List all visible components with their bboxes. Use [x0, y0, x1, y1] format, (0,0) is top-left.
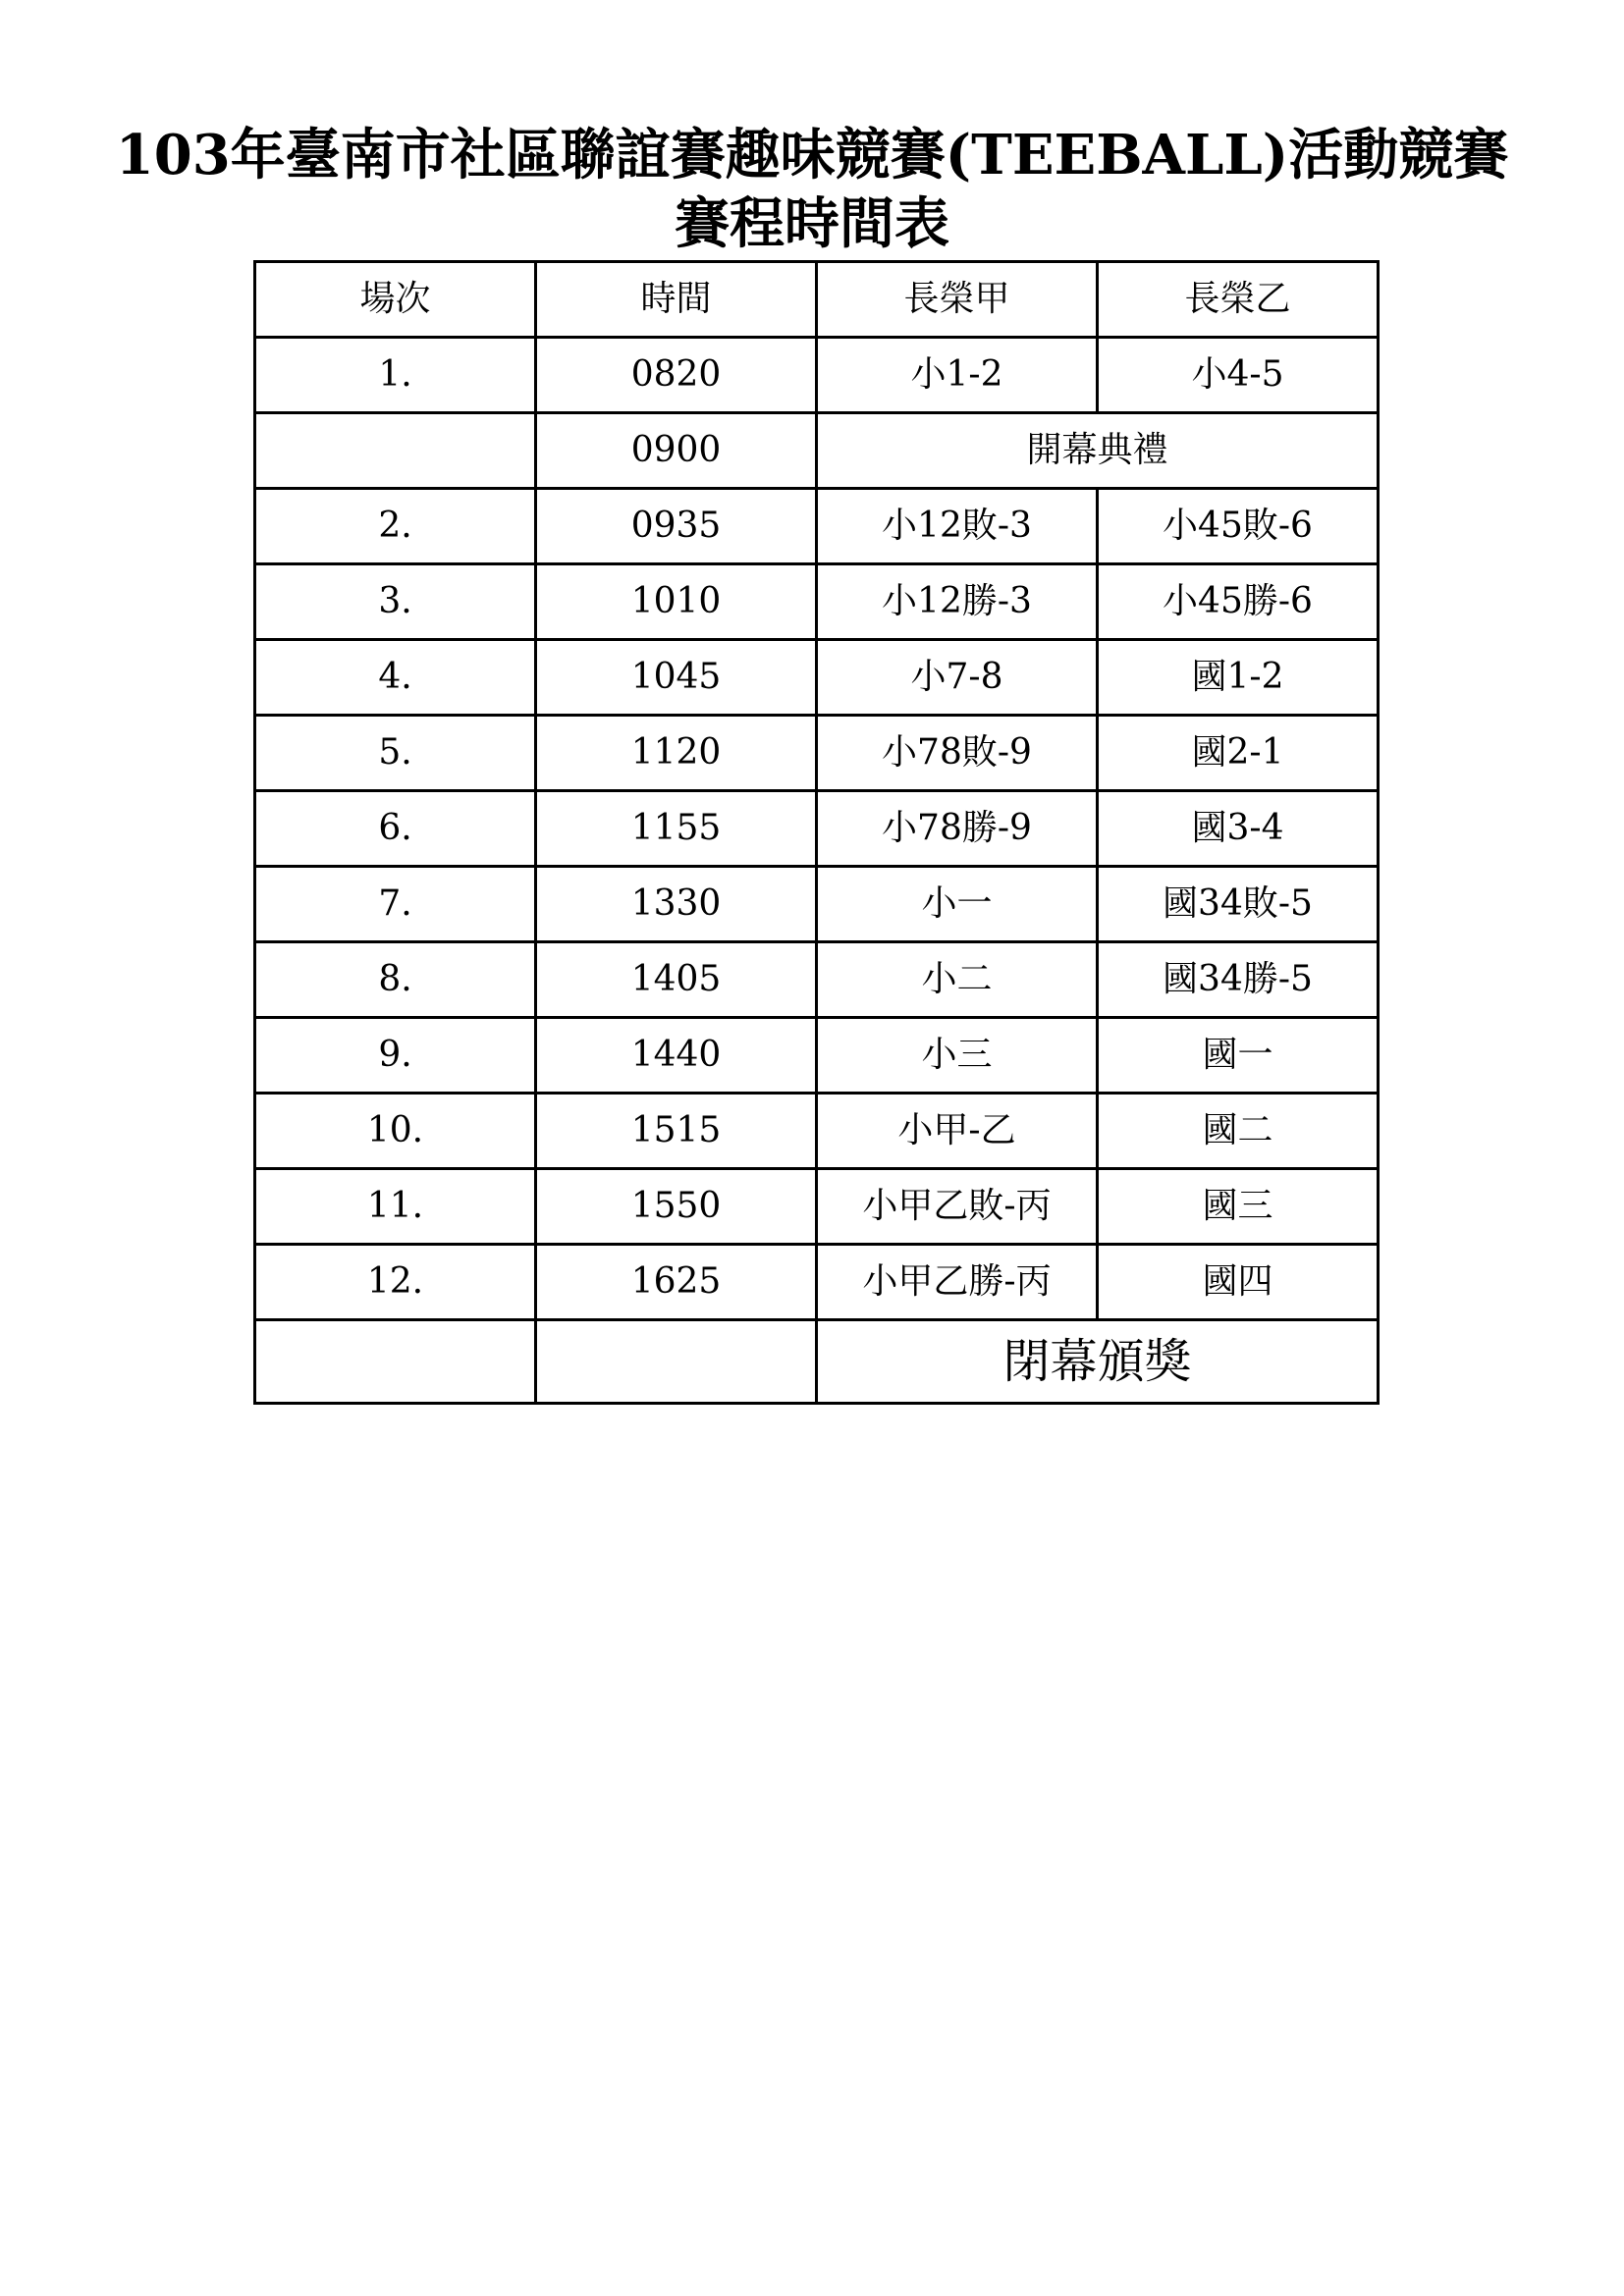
game-number: 1.	[255, 338, 536, 413]
table-row	[255, 1018, 1379, 1094]
table-row	[255, 716, 1379, 791]
table-row	[255, 867, 1379, 942]
header-field-b: 長榮乙	[1098, 262, 1379, 338]
game-number: 12.	[255, 1245, 536, 1320]
header-time: 時間	[536, 262, 817, 338]
game-time: 1625	[536, 1245, 817, 1320]
field-a-matchup: 小甲-乙	[817, 1094, 1098, 1169]
game-time: 1515	[536, 1094, 817, 1169]
field-b-matchup: 小4-5	[1098, 338, 1379, 413]
game-time: 1550	[536, 1169, 817, 1245]
game-number: 7.	[255, 867, 536, 942]
field-b-matchup: 小45敗-6	[1098, 489, 1379, 564]
field-a-matchup: 小78勝-9	[817, 791, 1098, 867]
field-a-matchup: 小78敗-9	[817, 716, 1098, 791]
game-time: 0935	[536, 489, 817, 564]
table-row	[255, 564, 1379, 640]
field-a-matchup: 小甲乙敗-丙	[817, 1169, 1098, 1245]
game-number	[255, 413, 536, 489]
table-row-opening	[255, 413, 1379, 489]
field-b-matchup: 國一	[1098, 1018, 1379, 1094]
closing-ceremony: 閉幕頒獎	[817, 1320, 1379, 1404]
game-time: 1120	[536, 716, 817, 791]
game-number: 10.	[255, 1094, 536, 1169]
document-subtitle: 賽程時間表	[675, 191, 949, 256]
game-time: 1330	[536, 867, 817, 942]
game-number: 9.	[255, 1018, 536, 1094]
field-b-matchup: 國2-1	[1098, 716, 1379, 791]
field-a-matchup: 小12勝-3	[817, 564, 1098, 640]
game-time: 1010	[536, 564, 817, 640]
game-time: 1405	[536, 942, 817, 1018]
game-number: 11.	[255, 1169, 536, 1245]
field-a-matchup: 小7-8	[817, 640, 1098, 716]
field-b-matchup: 小45勝-6	[1098, 564, 1379, 640]
game-time: 1440	[536, 1018, 817, 1094]
field-b-matchup: 國3-4	[1098, 791, 1379, 867]
table-row-closing	[255, 1320, 1379, 1404]
header-game: 場次	[255, 262, 536, 338]
game-time: 1155	[536, 791, 817, 867]
table-row	[255, 791, 1379, 867]
field-a-matchup: 小三	[817, 1018, 1098, 1094]
game-time: 0820	[536, 338, 817, 413]
field-a-matchup: 小1-2	[817, 338, 1098, 413]
table-row	[255, 1169, 1379, 1245]
field-a-matchup: 小一	[817, 867, 1098, 942]
game-number: 8.	[255, 942, 536, 1018]
field-a-matchup: 小12敗-3	[817, 489, 1098, 564]
game-time	[536, 1320, 817, 1404]
field-b-matchup: 國四	[1098, 1245, 1379, 1320]
game-number: 4.	[255, 640, 536, 716]
field-b-matchup: 國34敗-5	[1098, 867, 1379, 942]
field-b-matchup: 國34勝-5	[1098, 942, 1379, 1018]
game-time: 0900	[536, 413, 817, 489]
document-title: 103年臺南市社區聯誼賽趣味競賽(TEEBALL)活動競賽	[115, 123, 1509, 187]
game-number: 5.	[255, 716, 536, 791]
field-a-matchup: 小二	[817, 942, 1098, 1018]
field-b-matchup: 國三	[1098, 1169, 1379, 1245]
table-row	[255, 338, 1379, 413]
table-row	[255, 942, 1379, 1018]
field-b-matchup: 國二	[1098, 1094, 1379, 1169]
game-number: 2.	[255, 489, 536, 564]
game-number	[255, 1320, 536, 1404]
field-a-matchup: 小甲乙勝-丙	[817, 1245, 1098, 1320]
field-b-matchup: 國1-2	[1098, 640, 1379, 716]
schedule-table	[253, 260, 1380, 1405]
table-row	[255, 640, 1379, 716]
game-number: 3.	[255, 564, 536, 640]
game-time: 1045	[536, 640, 817, 716]
table-row	[255, 1245, 1379, 1320]
header-field-a: 長榮甲	[817, 262, 1098, 338]
game-number: 6.	[255, 791, 536, 867]
table-row	[255, 489, 1379, 564]
opening-ceremony: 開幕典禮	[817, 413, 1379, 489]
table-row	[255, 1094, 1379, 1169]
table-header-row	[255, 262, 1379, 338]
